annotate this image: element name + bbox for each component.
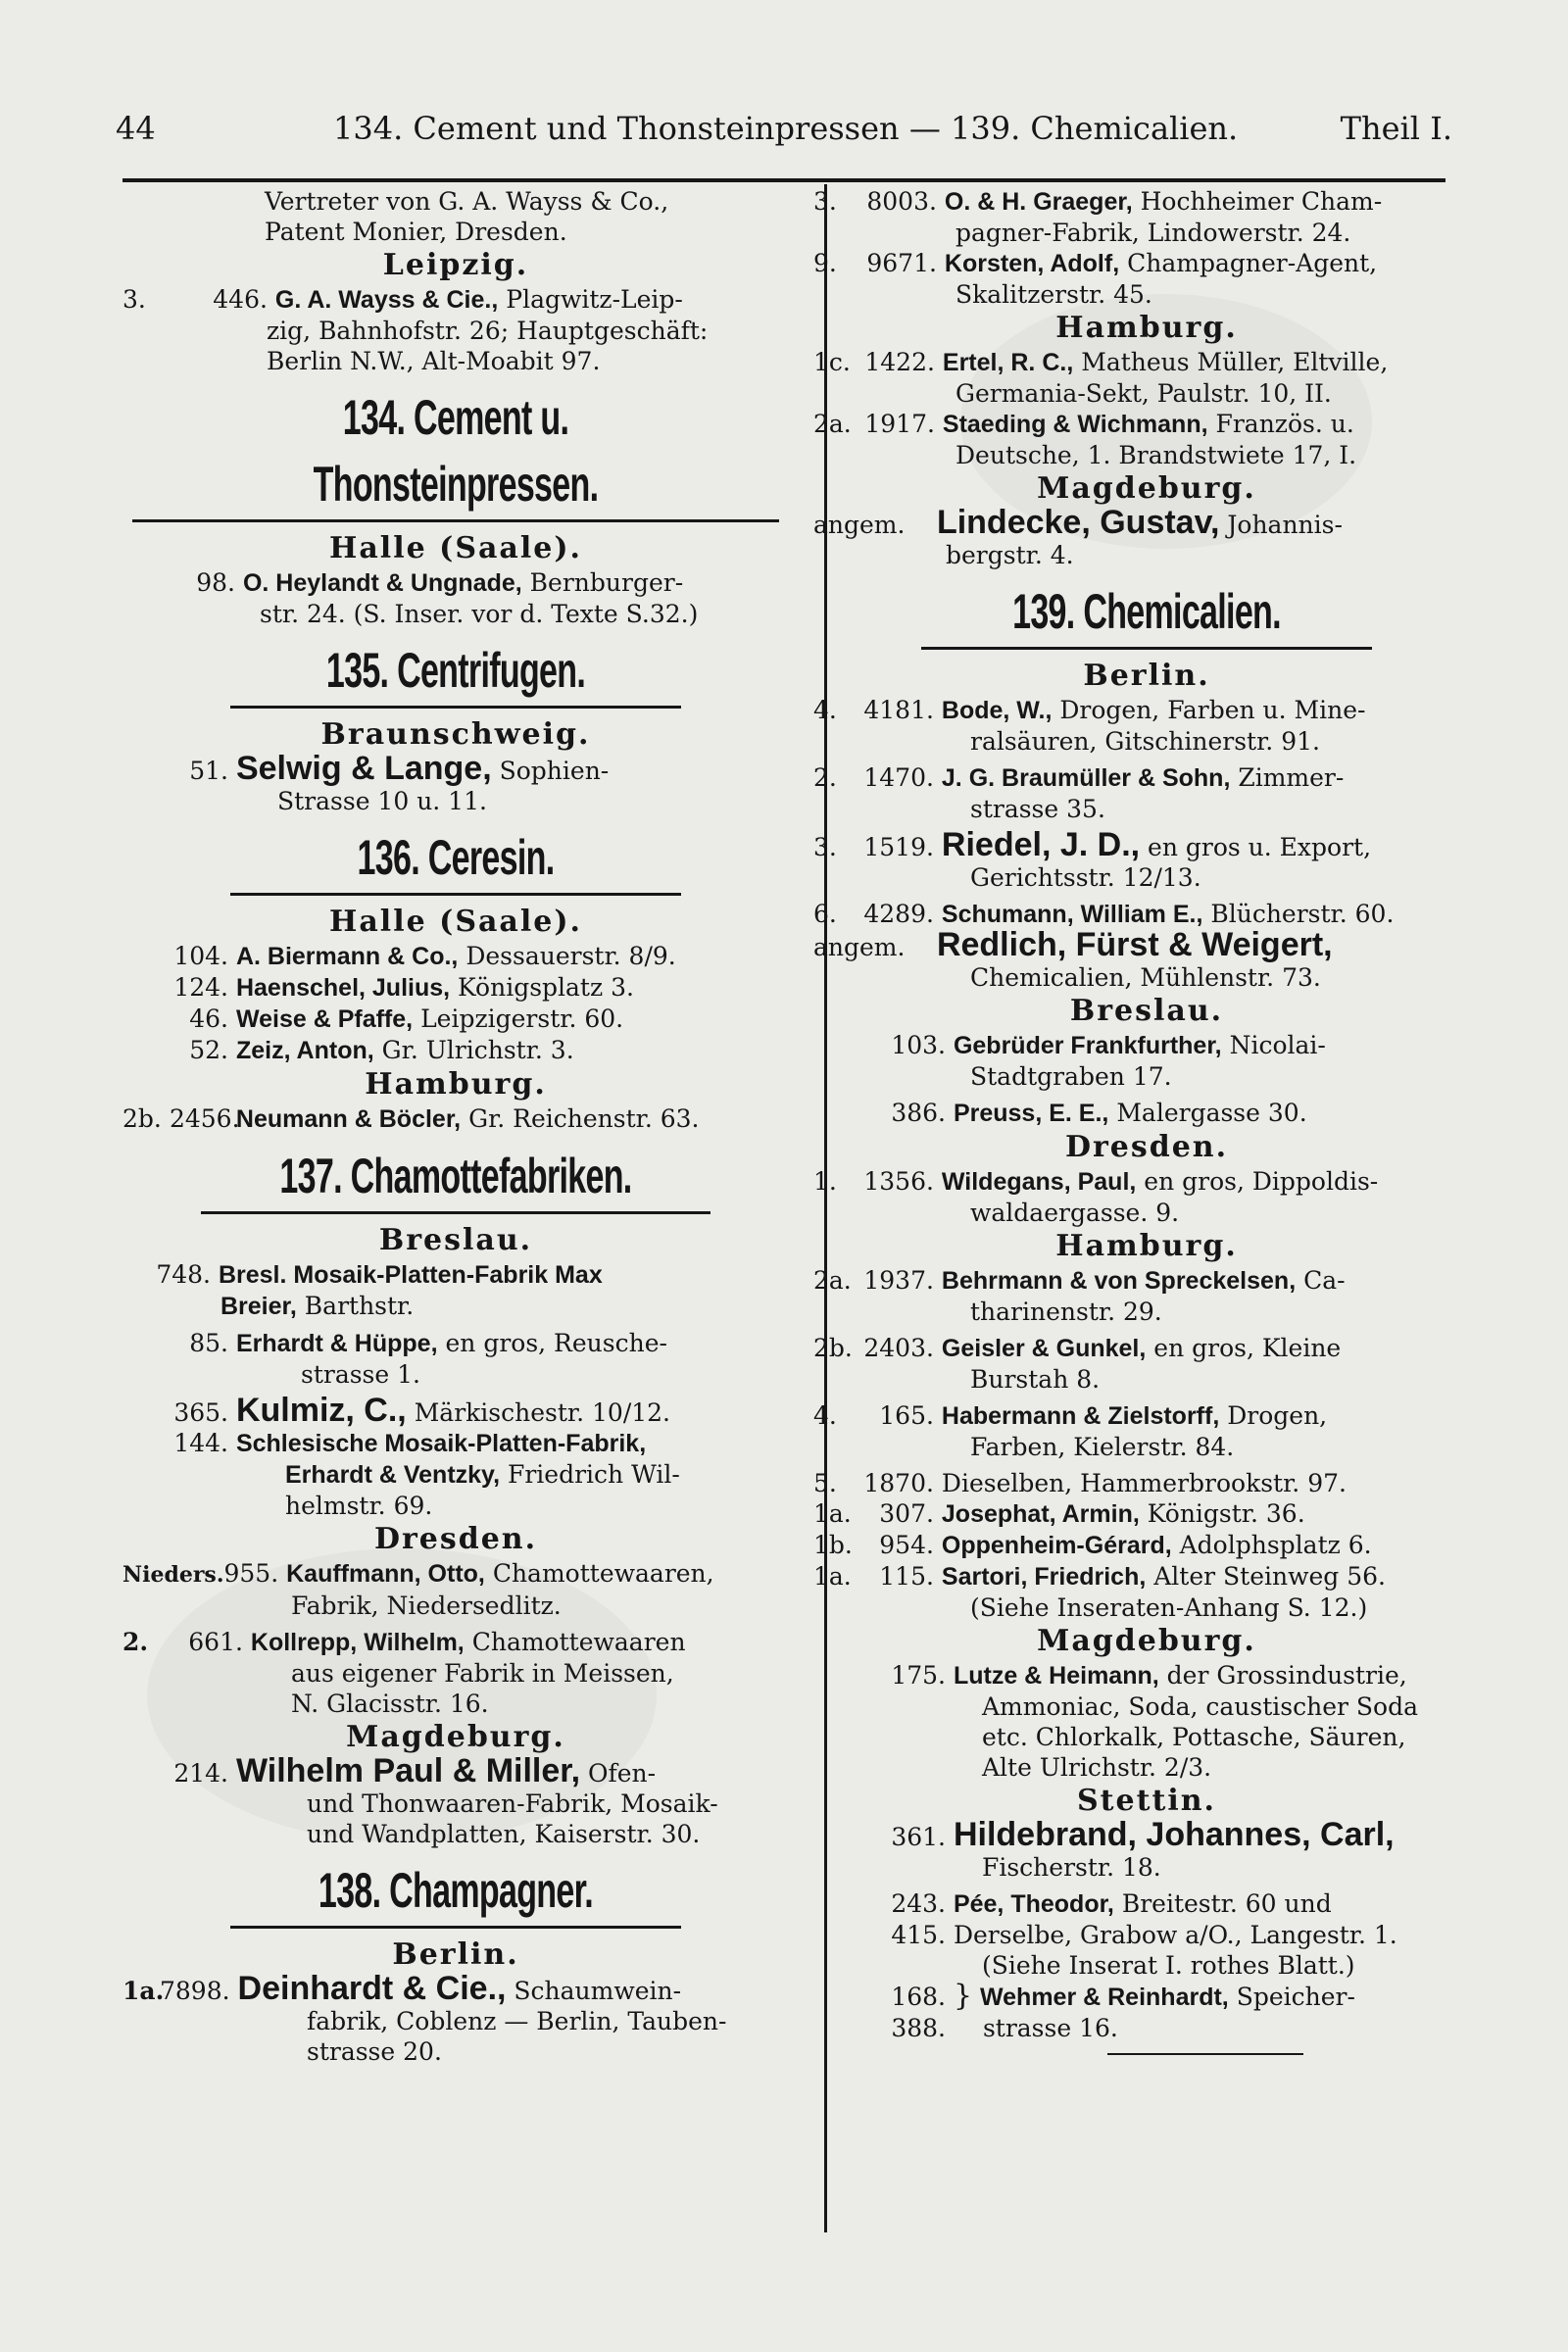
list-item-cont: zig, Bahnhofstr. 26; Hauptgeschäft:	[267, 317, 709, 345]
list-item: 9. 9671. Korsten, Adolf, Champagner-Agent,	[813, 249, 1378, 277]
category-rule	[201, 1211, 710, 1214]
list-item-cont: etc. Chlorkalk, Pottasche, Säuren,	[982, 1723, 1406, 1751]
list-item-cont: (Siehe Inserat I. rothes Blatt.)	[982, 1951, 1355, 1980]
intro-line: Vertreter von G. A. Wayss & Co.,	[265, 187, 669, 216]
category-rule	[230, 893, 681, 896]
running-title: 134. Cement und Thonsteinpressen — 139. Chemicalien.	[333, 110, 1239, 147]
list-item: 46. Weise & Pfaffe, Leipzigerstr. 60.	[189, 1004, 624, 1033]
list-item: 365. Kulmiz, C., Märkischestr. 10/12.	[173, 1392, 670, 1429]
category-title: 134. Cement u. Thonsteinpressen.	[313, 390, 599, 512]
city-heading: Magdeburg.	[346, 1720, 565, 1754]
list-item: 2b. 2403. Geisler & Gunkel, en gros, Kleine	[813, 1334, 1342, 1362]
list-item-cont: und Thonwaaren-Fabrik, Mosaik-	[307, 1789, 718, 1818]
list-item-cont: Germania-Sekt, Paulstr. 10, II.	[956, 379, 1332, 408]
list-item-cont: bergstr. 4.	[946, 541, 1074, 569]
list-item-cont: ralsäuren, Gitschinerstr. 91.	[970, 727, 1320, 756]
list-item: 243. Pée, Theodor, Breitestr. 60 und	[891, 1889, 1332, 1918]
category-title: 138. Champagner.	[318, 1863, 594, 1918]
city-heading: Hamburg.	[1055, 311, 1238, 345]
list-item: 1c. 1422. Ertel, R. C., Matheus Müller, Eltville,	[813, 348, 1389, 376]
list-item: 415. Derselbe, Grabow a/O., Langestr. 1.	[891, 1921, 1397, 1949]
city-heading: Berlin.	[1083, 659, 1210, 693]
brace-icon: }	[953, 1979, 973, 2013]
category-title: 135. Centrifugen.	[325, 643, 586, 698]
list-item-cont: Ammoniac, Soda, caustischer Soda	[982, 1692, 1418, 1721]
list-item-cont: Farben, Kielerstr. 84.	[970, 1433, 1235, 1461]
category-rule	[921, 647, 1372, 650]
list-item: 98. O. Heylandt & Ungnade, Bernburger-	[196, 568, 684, 597]
list-item: 1a. 307. Josephat, Armin, Königstr. 36.	[813, 1499, 1305, 1528]
list-item: 168. } Wehmer & Reinhardt, Speicher-	[891, 1979, 1355, 2013]
list-item: 51. Selwig & Lange, Sophien-	[189, 750, 610, 787]
city-heading: Stettin.	[1077, 1784, 1216, 1818]
list-item: 144. Schlesische Mosaik-Platten-Fabrik,	[173, 1429, 647, 1457]
list-item-cont: und Wandplatten, Kaiserstr. 30.	[307, 1820, 701, 1848]
city-heading: Halle (Saale).	[329, 905, 582, 939]
category-rule	[132, 519, 779, 522]
page-header	[116, 110, 1452, 165]
city-heading: Magdeburg.	[1037, 1624, 1256, 1658]
list-item: 104. A. Biermann & Co., Dessauerstr. 8/9.	[173, 942, 676, 970]
category-title: 137. Chamottefabriken.	[279, 1149, 632, 1203]
intro-line: Patent Monier, Dresden.	[265, 218, 567, 246]
list-item: 6. 4289. Schumann, William E., Blücherstr. 60.	[813, 900, 1395, 928]
city-heading: Breslau.	[378, 1223, 533, 1257]
list-item: 748. Bresl. Mosaik-Platten-Fabrik Max	[156, 1260, 603, 1289]
list-item: 175. Lutze & Heimann, der Grossindustrie,	[891, 1661, 1407, 1690]
list-item: angem. Lindecke, Gustav, Johannis-	[813, 504, 1343, 541]
list-item-cont: Alte Ulrichstr. 2/3.	[982, 1753, 1212, 1782]
list-item: 1a.7898. Deinhardt & Cie., Schaumwein-	[122, 1970, 682, 2007]
list-item-cont: pagner-Fabrik, Lindowerstr. 24.	[956, 219, 1351, 247]
list-item: 3. 1519. Riedel, J. D., en gros u. Export,	[813, 826, 1372, 863]
left-column	[122, 186, 789, 2067]
list-item-cont: strasse 20.	[307, 2037, 442, 2066]
list-item-cont: Breier, Barthstr.	[220, 1292, 415, 1320]
list-item: 214. Wilhelm Paul & Miller, Ofen-	[173, 1752, 657, 1789]
list-item: 3. 8003. O. & H. Graeger, Hochheimer Cham-	[813, 187, 1383, 216]
city-heading: Leipzig.	[382, 248, 529, 282]
list-item: 2a. 1937. Behrmann & von Spreckelsen, Ca-	[813, 1266, 1346, 1295]
list-item: 2. 661. Kollrepp, Wilhelm, Chamottewaaren	[122, 1628, 686, 1656]
list-item-cont: aus eigener Fabrik in Meissen,	[291, 1659, 674, 1688]
list-item: 124. Haenschel, Julius, Königsplatz 3.	[173, 973, 634, 1002]
list-item: 103. Gebrüder Frankfurther, Nicolai-	[891, 1031, 1326, 1059]
list-item: 4. 165. Habermann & Zielstorff, Drogen,	[813, 1401, 1328, 1430]
list-item-cont: Gerichtsstr. 12/13.	[970, 863, 1201, 892]
list-item-cont: Fabrik, Niedersedlitz.	[291, 1592, 562, 1620]
category-title: 139. Chemicalien.	[1012, 584, 1281, 639]
list-item-cont: Erhardt & Ventzky, Friedrich Wil-	[285, 1460, 680, 1489]
city-heading: Dresden.	[373, 1522, 538, 1556]
city-heading: Berlin.	[392, 1937, 519, 1972]
part-label: Theil I.	[1340, 110, 1452, 147]
list-item: 386. Preuss, E. E., Malergasse 30.	[891, 1099, 1307, 1127]
city-heading: Dresden.	[1064, 1130, 1229, 1164]
category-title: 136. Ceresin.	[357, 830, 555, 885]
city-heading: Hamburg.	[1055, 1229, 1238, 1263]
list-item-cont: Chemicalien, Mühlenstr. 73.	[970, 963, 1321, 992]
list-item-cont: 388. strasse 16.	[891, 2014, 1118, 2042]
closing-rule	[1107, 2053, 1303, 2055]
list-item-cont: (Siehe Inseraten-Anhang S. 12.)	[970, 1593, 1368, 1622]
city-heading: Breslau.	[1069, 994, 1224, 1028]
right-column	[813, 186, 1480, 2063]
list-item-cont: helmstr. 69.	[285, 1492, 433, 1520]
category-rule	[230, 706, 681, 709]
list-item-cont: Strasse 10 u. 11.	[277, 787, 487, 815]
list-item-cont: Deutsche, 1. Brandstwiete 17, I.	[956, 441, 1357, 469]
list-item: 85. Erhardt & Hüppe, en gros, Reusche-	[189, 1329, 667, 1357]
list-item: 2. 1470. J. G. Braumüller & Sohn, Zimmer-	[813, 763, 1345, 792]
list-item: 361. Hildebrand, Johannes, Carl,	[891, 1816, 1395, 1853]
category-rule	[230, 1926, 681, 1929]
list-item: 2a. 1917. Staeding & Wichmann, Französ. u.	[813, 410, 1354, 438]
list-item-cont: Fischerstr. 18.	[982, 1853, 1161, 1882]
city-heading: Magdeburg.	[1037, 471, 1256, 506]
list-item-cont: Berlin N.W., Alt-Moabit 97.	[267, 347, 601, 375]
list-item-cont: waldaergasse. 9.	[970, 1199, 1180, 1227]
list-item: 52. Zeiz, Anton, Gr. Ulrichstr. 3.	[189, 1036, 574, 1064]
list-item: 4. 4181. Bode, W., Drogen, Farben u. Mine-	[813, 696, 1366, 724]
list-item: angem. Redlich, Fürst & Weigert,	[813, 926, 1333, 963]
list-item: 1. 1356. Wildegans, Paul, en gros, Dippoldis-	[813, 1167, 1379, 1196]
page-number: 44	[116, 110, 156, 147]
list-item-cont: str. 24. (S. Inser. vor d. Texte S.32.)	[260, 600, 699, 628]
list-item: Nieders.955. Kauffmann, Otto, Chamottewaaren,	[122, 1559, 714, 1588]
list-item-cont: strasse 35.	[970, 795, 1105, 823]
city-heading: Hamburg.	[365, 1067, 547, 1102]
list-item: 1a. 115. Sartori, Friedrich, Alter Steinweg 56.	[813, 1562, 1387, 1591]
list-item: 5. 1870. Dieselben, Hammerbrookstr. 97.	[813, 1469, 1347, 1497]
list-item-cont: Skalitzerstr. 45.	[956, 280, 1152, 309]
list-item-cont: N. Glacisstr. 16.	[291, 1690, 489, 1718]
list-item: 2b. 2456. Neumann & Böcler, Gr. Reichenstr. 63.	[122, 1104, 700, 1133]
list-item-cont: Burstah 8.	[970, 1365, 1101, 1394]
list-item-cont: fabrik, Coblenz — Berlin, Tauben-	[307, 2007, 727, 2035]
list-item: 3. 446. G. A. Wayss & Cie., Plagwitz-Leip-	[122, 285, 683, 314]
city-heading: Braunschweig.	[320, 717, 591, 752]
list-item-cont: Stadtgraben 17.	[970, 1062, 1172, 1091]
city-heading: Halle (Saale).	[329, 531, 582, 565]
header-rule	[122, 178, 1446, 182]
list-item-cont: tharinenstr. 29.	[970, 1298, 1162, 1326]
list-item-cont: strasse 1.	[301, 1360, 420, 1389]
list-item: 1b. 954. Oppenheim-Gérard, Adolphsplatz 6.	[813, 1531, 1372, 1559]
